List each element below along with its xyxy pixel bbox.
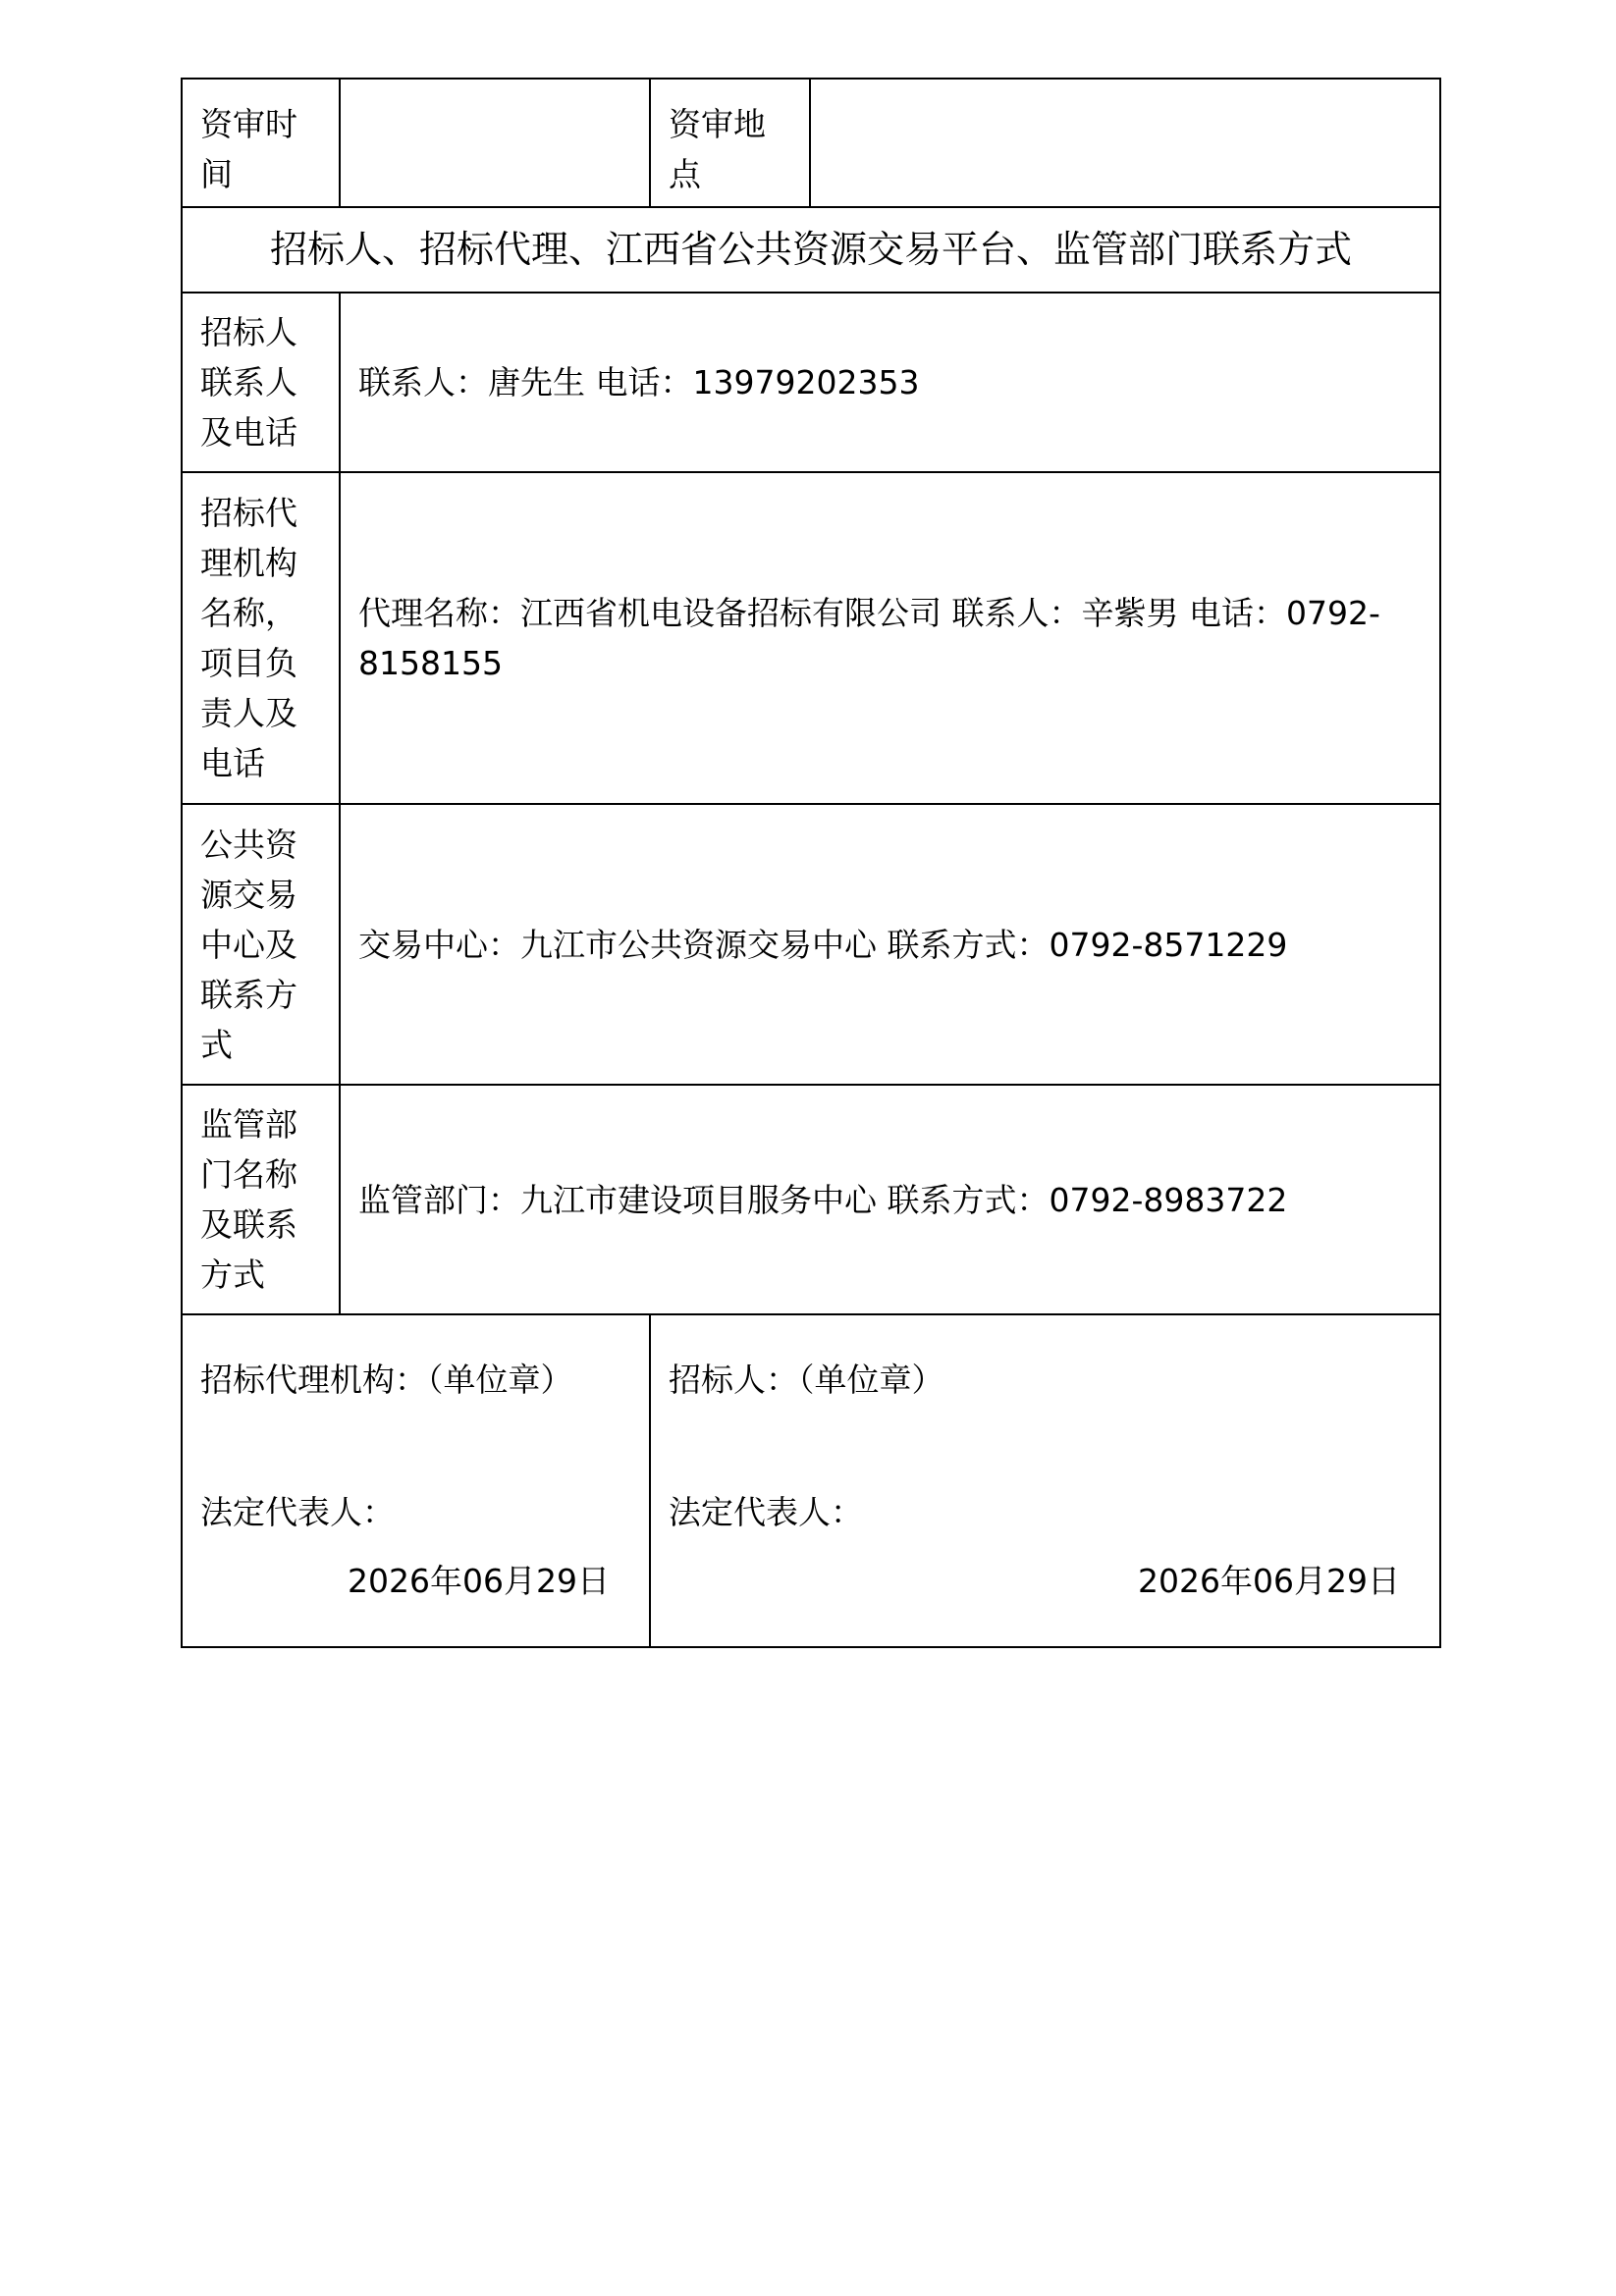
review-place-label: 资审地点 [650,79,810,207]
tenderer-contact-label: 招标人联系人及电话 [182,293,340,472]
banner-row [182,207,1440,293]
tenderer-legal-rep-line: 法定代表人： [669,1493,863,1531]
agency-signature-cell [182,1314,650,1647]
table-row [182,472,1440,804]
agency-legal-rep-line: 法定代表人： [200,1493,395,1531]
review-time-label: 资审时间 [182,79,340,207]
tenderer-contact-value: 联系人：唐先生 电话：13979202353 [340,293,1440,472]
form-sheet [181,78,1439,1648]
tenderer-sign-date: 2026年06月29日 [1138,1562,1400,1600]
review-place-value [810,79,1440,207]
trading-center-value: 交易中心：九江市公共资源交易中心 联系方式：0792-8571229 [340,804,1440,1085]
section-heading: 招标人、招标代理、江西省公共资源交易平台、监管部门联系方式 [182,207,1440,293]
contact-form-table [181,78,1441,1648]
supervisor-label: 监管部门名称及联系方式 [182,1085,340,1314]
agency-contact-value: 代理名称：江西省机电设备招标有限公司 联系人：辛紫男 电话：0792-8158155 [340,472,1440,804]
agency-seal-line: 招标代理机构：（单位章） [200,1361,573,1399]
agency-contact-label: 招标代理机构名称，项目负责人及电话 [182,472,340,804]
review-time-value [340,79,650,207]
tenderer-seal-line: 招标人：（单位章） [669,1361,944,1399]
agency-sign-date: 2026年06月29日 [348,1562,610,1600]
review-row [182,79,1440,207]
table-row [182,804,1440,1085]
table-row [182,1085,1440,1314]
table-row [182,293,1440,472]
tenderer-signature-cell [650,1314,1440,1647]
signature-row [182,1314,1440,1647]
trading-center-label: 公共资源交易中心及联系方式 [182,804,340,1085]
supervisor-value: 监管部门：九江市建设项目服务中心 联系方式：0792-8983722 [340,1085,1440,1314]
